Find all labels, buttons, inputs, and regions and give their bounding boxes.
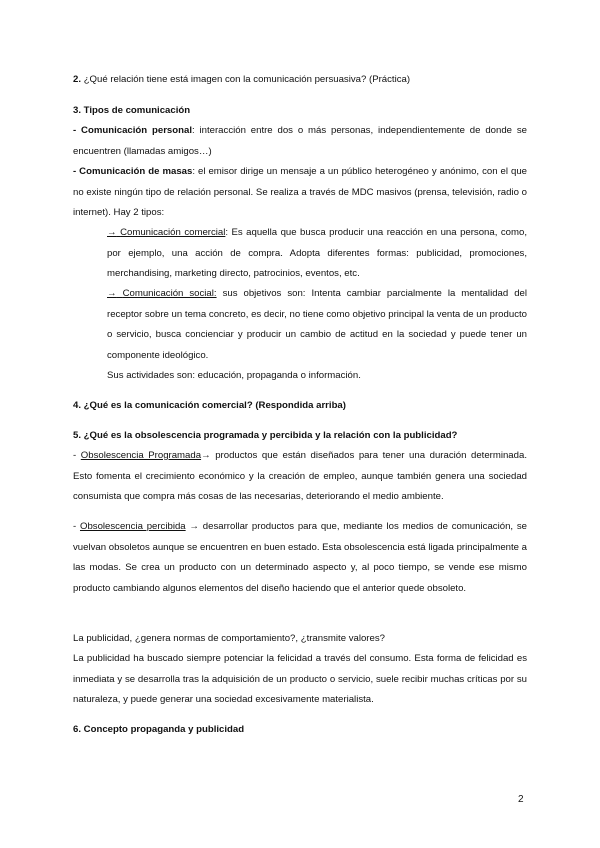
question-4: 4. ¿Qué es la comunicación comercial? (Respondida arriba): [73, 400, 346, 411]
page-number: 2: [518, 794, 524, 805]
commercial-communication-paragraph: [73, 223, 527, 285]
perceived-obsolescence-paragraph: [73, 517, 527, 599]
commercial-arrow-icon: →: [107, 227, 117, 238]
mass-communication-term: - Comunicación de masas: [73, 166, 193, 177]
question-2-text: ¿Qué relación tiene está imagen con la comunicación persuasiva? (Práctica): [83, 74, 411, 85]
social-activities-line: Sus actividades son: educación, propaganda o información.: [107, 370, 361, 381]
mass-communication-paragraph: [73, 162, 527, 224]
planned-obsolescence-paragraph: [73, 446, 527, 508]
personal-communication-term: - Comunicación personal: [73, 125, 192, 136]
planned-obsolescence-dash: -: [73, 450, 81, 461]
personal-communication-text: : interacción entre dos o más personas, independientemente de donde se encuentren (llamadas amigos…): [73, 125, 527, 157]
advertising-values-answer: La publicidad ha buscado siempre potenciar la felicidad a través del consumo. Esta forma de felicidad es inmediata y se desarrolla tras la adquisición de un producto o servicio, suele recibir muchas críticas por su naturaleza, y puede generar una sociedad excesivamente materialista.: [73, 653, 527, 705]
question-5-heading: 5. ¿Qué es la obsolescencia programada y percibida y la relación con la publicidad?: [73, 430, 458, 441]
question-2: [73, 70, 527, 91]
perceived-obsolescence-dash: -: [73, 521, 80, 532]
question-6: 6. Concepto propaganda y publicidad: [73, 724, 245, 735]
advertising-values-question: La publicidad, ¿genera normas de comportamiento?, ¿transmite valores?: [73, 633, 385, 644]
question-2-number: 2.: [73, 74, 82, 85]
social-communication-term: Comunicación social:: [122, 288, 217, 299]
commercial-communication-text: : Es aquella que busca producir una reacción en una persona, como, por ejemplo, una acción de compra. Adopta diferentes formas: publicidad, promociones, merchandising, marketing directo, patrocinios, eventos, etc.: [107, 227, 527, 279]
personal-communication-paragraph: [73, 121, 527, 162]
mass-communication-text: : el emisor dirige un mensaje a un público heterogéneo y anónimo, con el que no existe ningún tipo de relación personal. Se realiza a través de MDC masivos (prensa, televisión, radio o internet). Hay 2 tipos:: [73, 166, 527, 218]
section-3-heading: 3. Tipos de comunicación: [73, 105, 191, 116]
planned-obsolescence-text: → productos que están diseñados para tener una duración determinada. Esto fomenta el crecimiento económico y la creación de empleo, aunque también genera una sociedad consumista que compra más cosas de las necesarias, deteriorando el medio ambiente.: [73, 450, 527, 502]
social-arrow-icon: →: [107, 288, 117, 299]
social-communication-paragraph: [73, 284, 527, 366]
planned-obsolescence-term: Obsolescencia Programada: [80, 450, 202, 461]
social-communication-text: sus objetivos son: Intenta cambiar parcialmente la mentalidad del receptor sobre un tema concreto, es decir, no tiene como objetivo principal la venta de un producto o servicio, busca concienciar y producir un cambio de actitud en la sociedad y puede tener un componente ideológico.: [107, 288, 527, 361]
commercial-communication-term: Comunicación comercial: [120, 227, 226, 238]
perceived-obsolescence-term: Obsolescencia percibida: [79, 521, 186, 532]
perceived-obsolescence-text: → desarrollar productos para que, mediante los medios de comunicación, se vuelvan obsoletos aunque se encuentren en buen estado. Esta obsolescencia está ligada principalmente a las modas. Se crea un producto con un determinado aspecto y, al poco tiempo, se vende ese mismo producto cambiando algunos elementos del diseño haciendo que el anterior quede obsoleto.: [73, 521, 527, 594]
